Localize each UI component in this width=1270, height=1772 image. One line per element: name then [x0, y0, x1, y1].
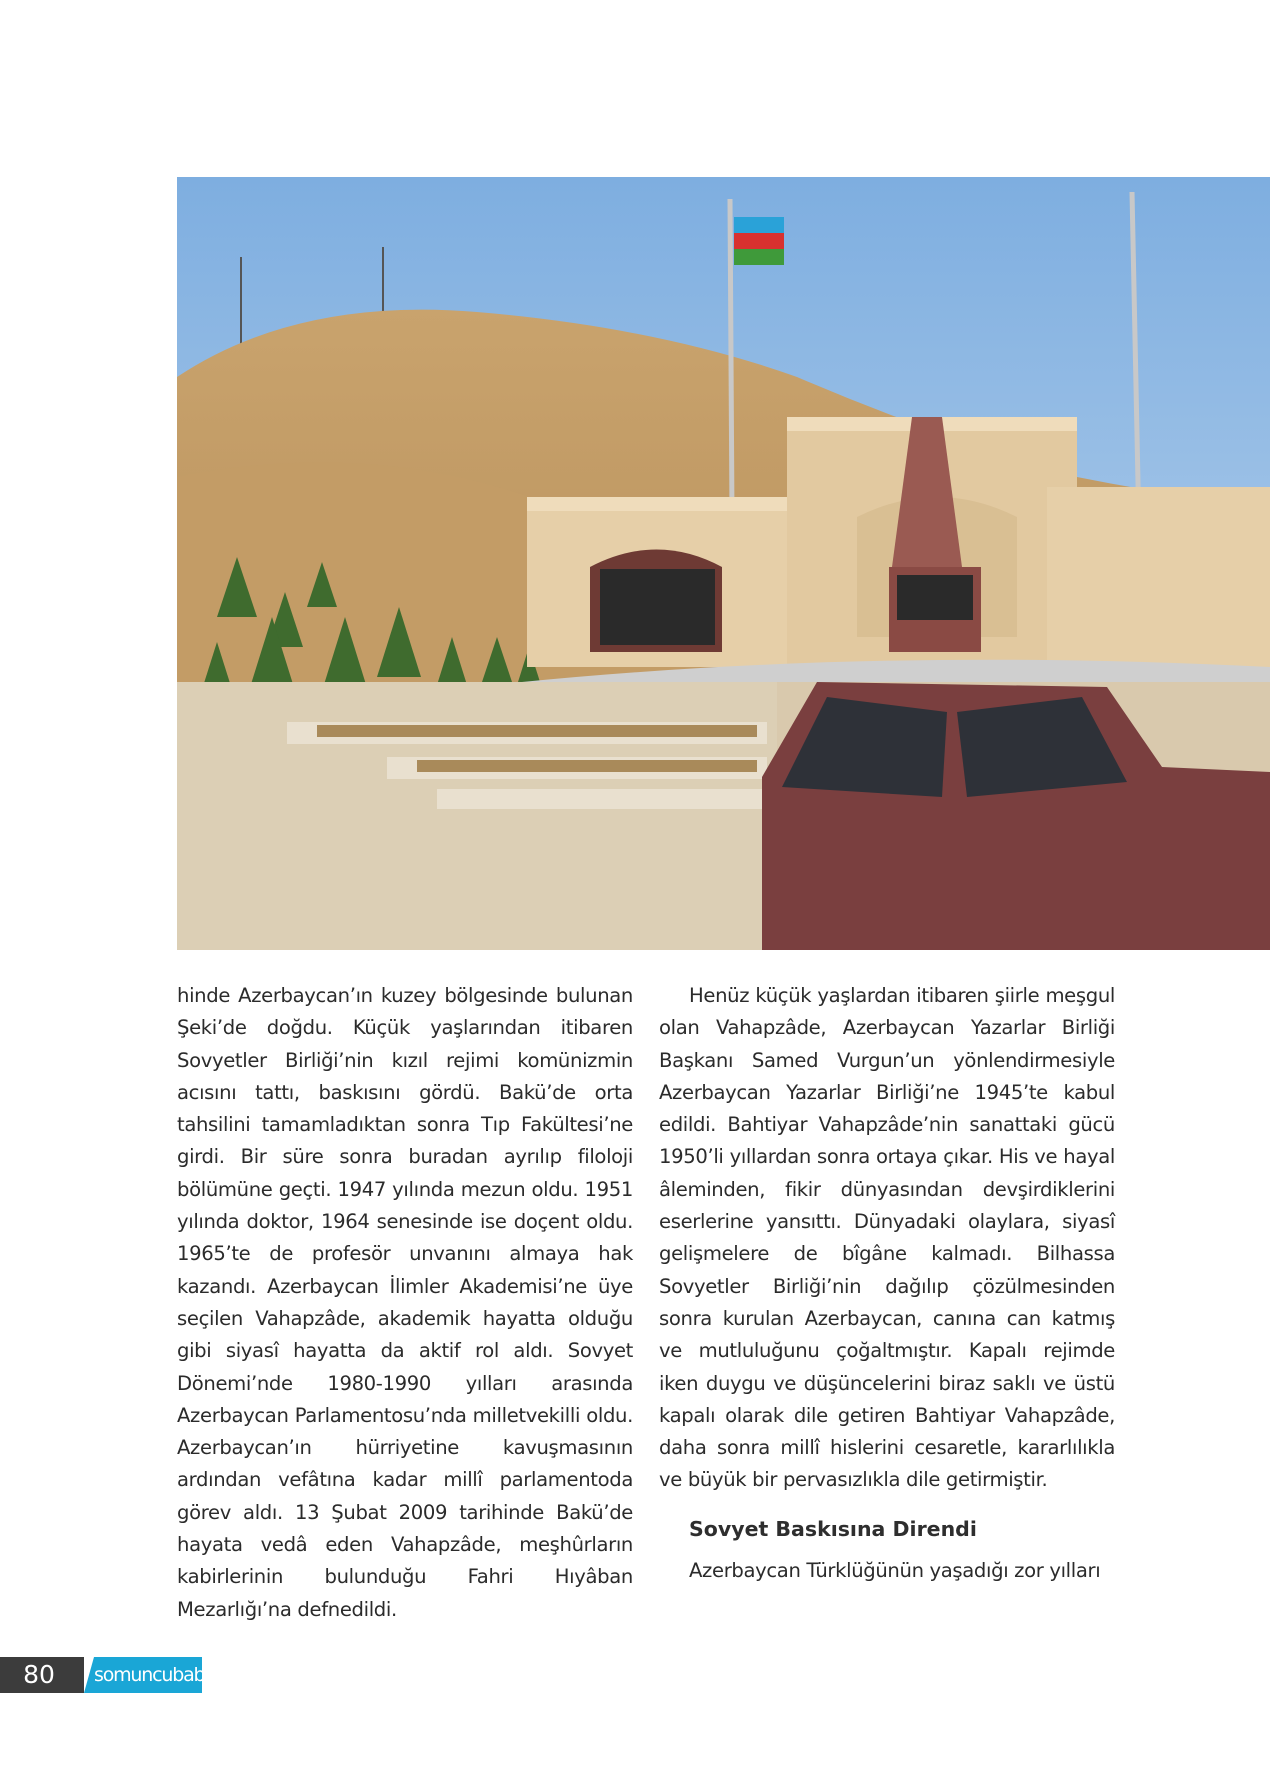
monument-wall — [1047, 487, 1270, 667]
section-subheading: Sovyet Baskısına Direndi — [689, 1516, 977, 1541]
article-column-left — [177, 980, 633, 1626]
body-paragraph: Henüz küçük yaşlardan itibaren şiirle meşgul olan Vahapzâde, Azerbaycan Yazarlar Birliği Başkanı Samed Vurgun’un yönlendirmesiyle Azerbaycan Yazarlar Birliği’ne 1945’te kabul edildi. Bahtiyar Vahapzâde’nin sanattaki gücü 1950’li yıllardan sonra ortaya çıkar. His ve hayal âleminden, fikir dünyasından devşirdiklerini eserlerine yansıttı. Dünyadaki olaylara, siyasî gelişmelere de bîgâne kalmadı. Bilhassa Sovyetler Birliği’nin dağılıp çözülmesinden sonra kurulan Azerbaycan, canına can katmış ve mutluluğunu çoğaltmıştır. Kapalı rejimde iken duygu ve düşüncelerini biraz saklı ve üstü kapalı olarak dile getiren Bahtiyar Vahapzâde, daha sonra millî hislerini cesaretle, kararlılıkla ve büyük bir pervasızlıkla dile getirmiştir. — [659, 984, 1115, 1492]
page-number: 80 — [23, 1660, 55, 1689]
article-column-right — [659, 980, 1115, 1587]
brand-name: somuncubaba — [94, 1664, 215, 1686]
body-paragraph: hinde Azerbaycan’ın kuzey bölgesinde bulunan Şeki’de doğdu. Küçük yaşlarından itibaren Sovyetler Birliği’nin kızıl rejimi komünizmin acısını tattı, baskısını gördü. Bakü’de orta tahsilini tamamladıktan sonra Tıp Fakültesi’ne girdi. Bir süre sonra buradan ayrılıp filoloji bölümüne geçti. 1947 yılında mezun oldu. 1951 yılında doktor, 1964 senesinde ise doçent oldu. 1965’te de profesör unvanını almaya hak kazandı. Azerbaycan İlimler Akademisi’ne üye seçilen Vahapzâde, akademik hayatta olduğu gibi siyasî hayatta da aktif rol aldı. Sovyet Dönemi’nde 1980-1990 yılları arasında Azerbaycan Parlamentosu’nda milletvekilli oldu. Azerbaycan’ın hürriyetine kavuşmasının ardından vefâtına kadar millî parlamentoda görev aldı. 13 Şubat 2009 tarihinde Bakü’de hayata vedâ eden Vahapzâde, meşhûrların kabirlerinin bulunduğu Fahri Hıyâban Mezarlığı’na defnedildi. — [177, 984, 633, 1621]
memorial-photo — [177, 177, 1270, 950]
azerbaijan-flag-icon — [734, 217, 784, 265]
body-paragraph-continued: Azerbaycan Türklüğünün yaşadığı zor yılları — [689, 1559, 1101, 1583]
